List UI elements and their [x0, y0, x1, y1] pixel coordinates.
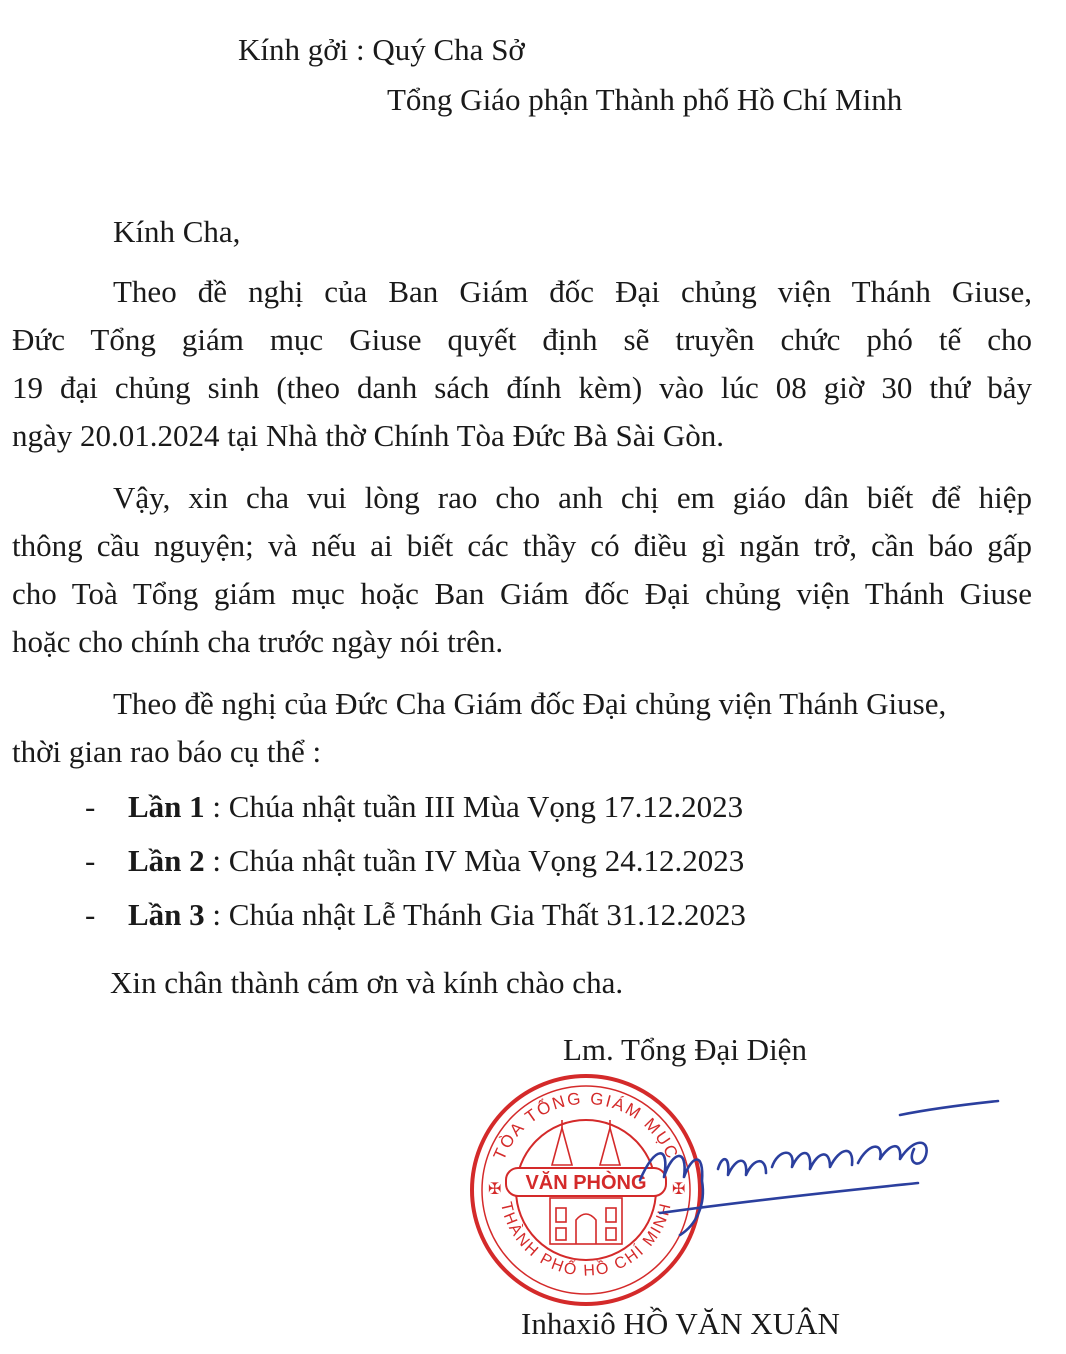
paragraph3-line2: thời gian rao báo cụ thể :: [12, 734, 322, 769]
closing-line: Xin chân thành cám ơn và kính chào cha.: [110, 965, 624, 1000]
seal-top-text: TÒA TỔNG GIÁM MỤC: [489, 1088, 683, 1163]
paragraph1-line1: Theo đề nghị của Ban Giám đốc Đại chủng viện Thánh Giuse,: [113, 274, 1032, 309]
bullet-dash: -: [85, 789, 96, 824]
handwritten-signature: [600, 1085, 1020, 1255]
paragraph1-line2: Đức Tổng giám mục Giuse quyết định sẽ truyền chức phó tế cho: [12, 322, 1032, 357]
salutation-line: Kính gởi : Quý Cha Sở: [238, 32, 525, 67]
paragraph1-line3: 19 đại chủng sinh (theo danh sách đính kèm) vào lúc 08 giờ 30 thứ bảy: [12, 370, 1032, 405]
schedule-text: Lần 1 : Chúa nhật tuần III Mùa Vọng 17.12.2023: [128, 789, 744, 824]
paragraph2-line1: Vậy, xin cha vui lòng rao cho anh chị em giáo dân biết để hiệp: [113, 480, 1032, 515]
paragraph1-line4: ngày 20.01.2024 tại Nhà thờ Chính Tòa Đức Bà Sài Gòn.: [12, 418, 724, 453]
paragraph2-line2: thông cầu nguyện; và nếu ai biết các thầy có điều gì ngăn trở, cần báo gấp: [12, 528, 1032, 563]
seal-cross-left: ✠: [488, 1181, 502, 1198]
seal-center-text: VĂN PHÒNG: [525, 1172, 647, 1194]
schedule-text: Lần 3 : Chúa nhật Lễ Thánh Gia Thất 31.12.2023: [128, 897, 746, 932]
signer-name: Inhaxiô HỒ VĂN XUÂN: [521, 1306, 840, 1341]
paragraph2-line3: cho Toà Tổng giám mục hoặc Ban Giám đốc Đại chủng viện Thánh Giuse: [12, 576, 1032, 611]
paragraph2-line4: hoặc cho chính cha trước ngày nói trên.: [12, 624, 504, 659]
paragraph3-line1: Theo đề nghị của Đức Cha Giám đốc Đại chủng viện Thánh Giuse,: [113, 686, 947, 721]
greeting: Kính Cha,: [113, 214, 241, 249]
seal-bottom-text: THÀNH PHỐ HỒ CHÍ MINH: [497, 1200, 676, 1280]
signer-title: Lm. Tổng Đại Diện: [563, 1032, 807, 1067]
seal-cross-right: ✠: [672, 1181, 686, 1198]
bullet-dash: -: [85, 843, 96, 878]
recipient-line: Tổng Giáo phận Thành phố Hồ Chí Minh: [387, 82, 903, 117]
schedule-text: Lần 2 : Chúa nhật tuần IV Mùa Vọng 24.12.2023: [128, 843, 745, 878]
bullet-dash: -: [85, 897, 96, 932]
